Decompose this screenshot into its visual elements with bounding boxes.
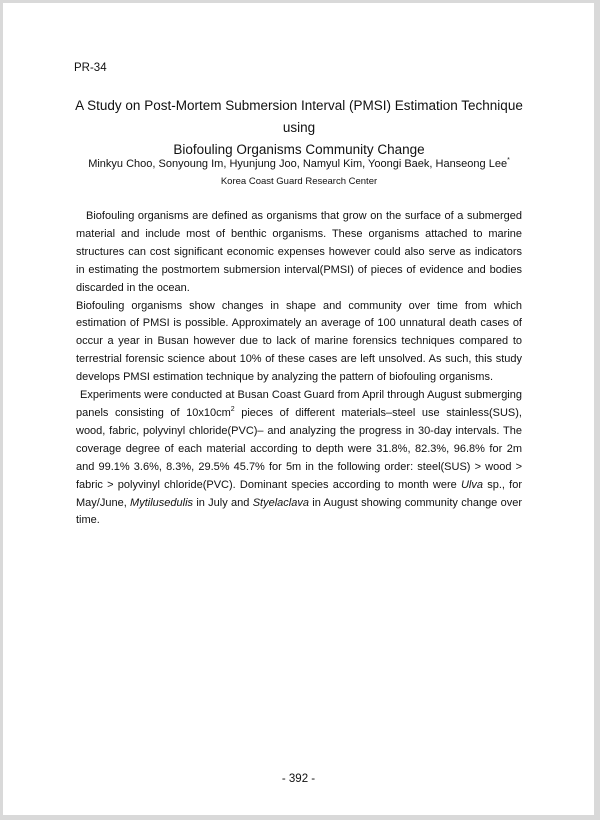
p2-text-1: Experiments were conducted at Busan Coast Guard from April through August submerging panels consisting of 10x10cm — [76, 389, 522, 419]
corresponding-author-mark: * — [507, 157, 510, 164]
p2-text-5: in August showing community change over time. — [76, 496, 522, 527]
paper-page — [3, 3, 594, 815]
p2-text-4: in July and — [193, 496, 253, 509]
title-line-2: Biofouling Organisms Community Change — [173, 142, 425, 157]
paragraph-2 — [76, 387, 522, 530]
page-number: - 392 - — [281, 773, 316, 785]
author-list — [63, 157, 535, 172]
author-names: Minkyu Choo, Sonyoung Im, Hyunjung Joo, Namyul Kim, Yoongi Baek, Hanseong Lee — [88, 158, 508, 170]
title-line-1: A Study on Post-Mortem Submersion Interval (PMSI) Estimation Technique using — [75, 98, 523, 135]
paper-title — [59, 95, 539, 161]
species-ulva: Ulva — [460, 478, 483, 491]
paragraph-1b: Biofouling organisms show changes in shape and community over time from which estimation of PMSI is possible. Approximately an average of 100 unnatural death cases of occur a year in Busan however due to lack of marine forensics techniques compared to terrestrial forensic science about 10% of these cases are left unsolved. As such, this study develops PMSI estimation technique by analyzing the pattern of biofouling organisms. — [76, 299, 522, 384]
paragraph-1a: Biofouling organisms are defined as organisms that grow on the surface of a submerged material and include most of benthic organisms. These organisms attached to marine structures can cost significant economic expenses however could also serve as indicators in estimating the postmortem submersion interval(PMSI) of pieces of evidence and bodies discarded in the ocean. — [76, 210, 522, 294]
p2-text-3: sp., for May/June, — [76, 478, 523, 509]
species-styela: Styelaclava — [252, 496, 309, 509]
affiliation: Korea Coast Guard Research Center — [220, 176, 378, 187]
abstract-body — [76, 208, 522, 530]
abstract-code: PR-34 — [74, 62, 107, 74]
p2-superscript: 2 — [230, 405, 235, 413]
species-mytilus: Mytilusedulis — [130, 496, 194, 509]
p2-text-2: pieces of different materials–steel use stainless(SUS), wood, fabric, polyvinyl chloride(PVC)– and analyzing the progress in 30-day intervals. The coverage degree of each material according to depth were 31.8%, 82.3%, 96.8% for 2m and 99.1% 3.6%, 8.3%, 29.5% 45.7% for 5m in the following order: steel(SUS) > wood > fabric > polyvinyl chloride(PVC). Dominant species according to month were — [76, 406, 522, 491]
